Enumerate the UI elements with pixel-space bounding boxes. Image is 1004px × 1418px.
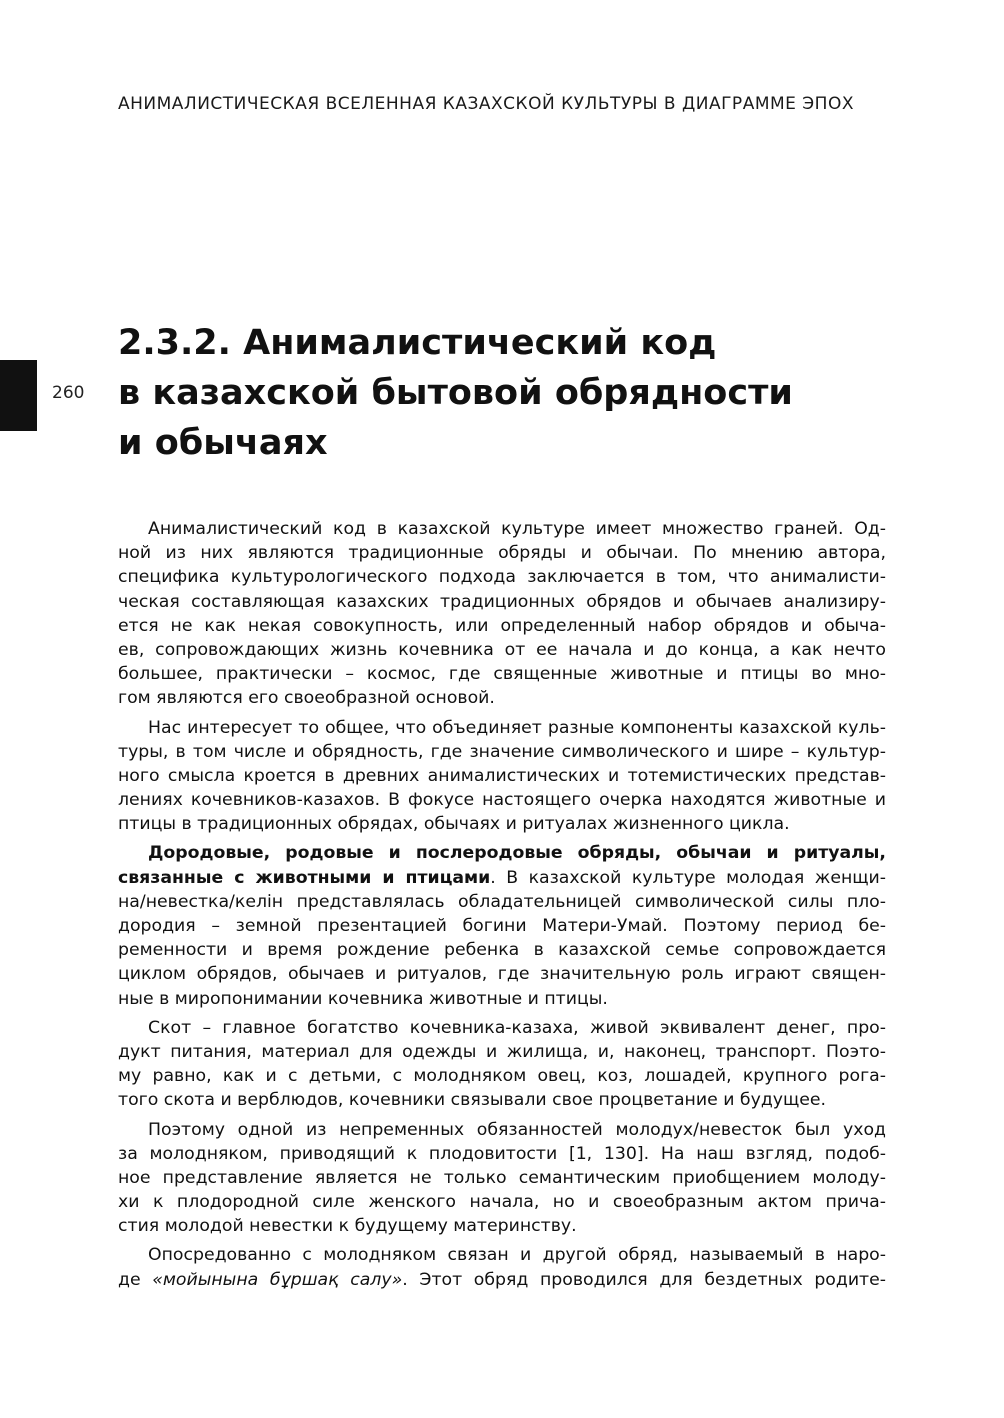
text-run: . Этот обряд проводился для бездетных родите- [402, 1269, 886, 1290]
text-run: де [118, 1269, 153, 1290]
text-line [118, 1268, 886, 1292]
text-line: хи к плодородной силе женского начала, но и своеобразным актом прича- [118, 1192, 886, 1213]
text-line: дородия – земной презентацией богини Матери-Умай. Поэтому период бе- [118, 916, 886, 936]
text-line: ев, сопровождающих жизнь кочевника от ее начала и до конца, а как нечто [118, 639, 886, 660]
text-line-bold: Дородовые, родовые и послеродовые обряды, обычаи и ритуалы, [148, 843, 886, 864]
page-number: 260 [52, 383, 85, 403]
running-head: АНИМАЛИСТИЧЕСКАЯ ВСЕЛЕННАЯ КАЗАХСКОЙ КУЛЬТУРЫ В ДИАГРАММЕ ЭПОХ [118, 94, 854, 114]
text-line: ной из них являются традиционные обряды и обычаи. По мнению автора, [118, 543, 886, 564]
text-line: того скота и верблюдов, кочевники связывали свое процветание и будущее. [118, 1090, 827, 1111]
italic-term: «мойынына бұршақ салу» [152, 1269, 403, 1290]
chapter-title [118, 318, 878, 468]
text-line: Скот – главное богатство кочевника-казаха, живой эквивалент денег, про- [148, 1017, 886, 1038]
text-run: . В казахской культуре молодая женщи- [490, 867, 886, 888]
text-line: ного смысла кроется в древних анималистических и тотемистических представ- [118, 765, 886, 786]
text-line: туры, в том числе и обрядность, где значение символического и шире – культур- [118, 741, 886, 762]
paragraph-4 [118, 1016, 886, 1113]
chapter-title-line: в казахской бытовой обрядности [118, 373, 793, 413]
text-line: ременности и время рождение ребенка в казахской семье сопровождается [118, 940, 886, 961]
paragraph-2 [118, 716, 886, 837]
text-line: Поэтому одной из непременных обязанностей молодух/невесток был уход [148, 1119, 886, 1140]
text-line: стия молодой невестки к будущему материнству. [118, 1216, 577, 1237]
text-line: дукт питания, материал для одежды и жилища, и, наконец, транспорт. Поэто- [118, 1041, 886, 1062]
chapter-title-line: и обычаях [118, 423, 328, 463]
bold-run: связанные с животными и птицами [118, 867, 491, 888]
paragraph-1 [118, 517, 886, 711]
text-line: птицы в традиционных обрядах, обычаях и ритуалах жизненного цикла. [118, 814, 790, 835]
text-line: му равно, как и с детьми, с молодняком овец, коз, лошадей, крупного рога- [118, 1066, 886, 1087]
text-line: ные в миропонимании кочевника животные и птицы. [118, 988, 608, 1009]
text-line: Анималистический код в казахской культуре имеет множество граней. Од- [148, 519, 886, 539]
chapter-title-line: 2.3.2. Анималистический код [118, 323, 717, 363]
text-line: ческая составляющая казахских традиционных обрядов и обычаев анализиру- [118, 591, 886, 612]
text-line: на/невестка/келін представлялась обладательницей символической силы пло- [118, 891, 886, 912]
text-line: специфика культурологического подхода заключается в том, что анималисти- [118, 567, 886, 588]
text-line: циклом обрядов, обычаев и ритуалов, где значительную роль играют священ- [118, 964, 886, 985]
text-line: Опосредованно с молодняком связан и другой обряд, называемый в наро- [148, 1245, 886, 1266]
text-line: Нас интересует то общее, что объединяет разные компоненты казахской куль- [148, 717, 886, 738]
text-line [118, 866, 886, 890]
thumb-index-tab [0, 360, 37, 431]
text-line: большее, практически – космос, где священные животные и птицы во мно- [118, 664, 886, 685]
body-text [118, 517, 886, 1292]
paragraph-6 [118, 1243, 886, 1291]
text-line: за молодняком, приводящий к плодовитости [1, 130]. На наш взгляд, подоб- [118, 1143, 886, 1164]
paragraph-5 [118, 1118, 886, 1239]
paragraph-3 [118, 841, 886, 1010]
text-line: гом являются его своеобразной основой. [118, 688, 495, 709]
text-line: ется не как некая совокупность, или определенный набор обрядов и обыча- [118, 615, 886, 636]
text-line: ное представление является не только семантическим приобщением молоду- [118, 1167, 886, 1188]
text-line: лениях кочевников-казахов. В фокусе настоящего очерка находятся животные и [118, 790, 886, 811]
